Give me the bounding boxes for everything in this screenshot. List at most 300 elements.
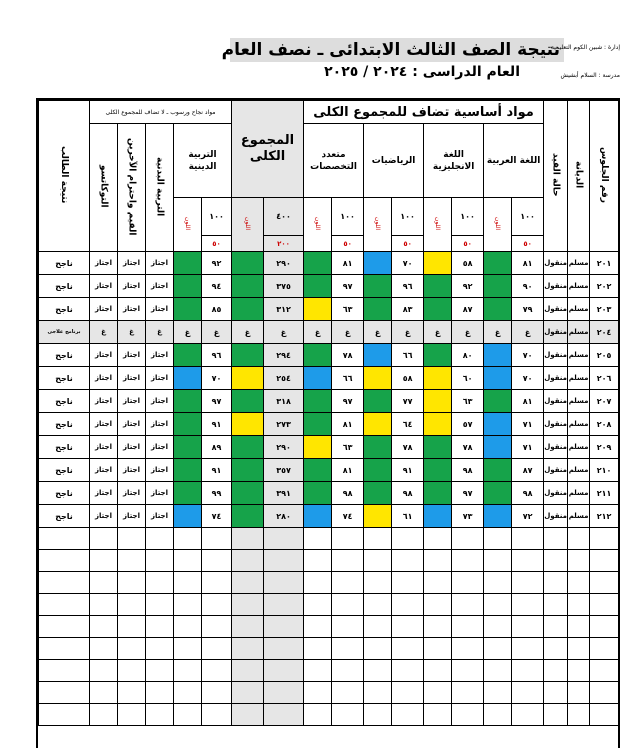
color-arabic: اللون: [484, 198, 512, 252]
result-value: ناجح: [39, 252, 90, 275]
table-row: [39, 390, 619, 413]
religion-value: مسلم: [568, 390, 590, 413]
empty-cell: [264, 528, 304, 550]
score-math: ٦٦: [392, 344, 424, 367]
score-english: ٨٧: [452, 298, 484, 321]
color-multi-cell: [304, 459, 332, 482]
religion-value: مسلم: [568, 459, 590, 482]
pe-status: اجتاز: [146, 413, 174, 436]
color-arabic-cell: [484, 436, 512, 459]
empty-cell: [304, 550, 332, 572]
empty-row: [39, 638, 619, 660]
max-arabic: ١٠٠: [512, 198, 544, 236]
score-math: ٦١: [392, 505, 424, 528]
empty-cell: [392, 616, 424, 638]
color-religion-cell: [174, 459, 202, 482]
empty-cell: [590, 616, 619, 638]
result-value: برنامج علاجى: [39, 321, 90, 344]
empty-cell: [392, 594, 424, 616]
seat-number: ٢٠٧: [590, 390, 619, 413]
empty-cell: [39, 616, 90, 638]
score-total: ٢٥٤: [264, 367, 304, 390]
color-arabic-cell: [484, 390, 512, 413]
religion-value: مسلم: [568, 252, 590, 275]
max-english: ١٠٠: [452, 198, 484, 236]
color-math-cell: [364, 436, 392, 459]
group-core: مواد أساسية تضاف للمجموع الكلى: [304, 101, 544, 124]
score-total: ٣٥٧: [264, 459, 304, 482]
empty-cell: [364, 616, 392, 638]
score-english: ٥٧: [452, 413, 484, 436]
empty-row: [39, 616, 619, 638]
color-english-cell: [424, 367, 452, 390]
header-status: حالة القيد: [544, 101, 568, 252]
empty-cell: [304, 594, 332, 616]
empty-cell: [364, 550, 392, 572]
empty-cell: [590, 682, 619, 704]
color-math-cell: غ: [364, 321, 392, 344]
score-english: ٦٣: [452, 390, 484, 413]
page-title: نتيجة الصف الثالث الابتدائى ـ نصف العام: [230, 38, 564, 62]
empty-cell: [264, 594, 304, 616]
score-arabic: ٨٧: [512, 459, 544, 482]
table-row: [39, 321, 619, 344]
result-value: ناجح: [39, 459, 90, 482]
score-multi: ٦٣: [332, 298, 364, 321]
empty-cell: [39, 528, 90, 550]
color-multi-cell: [304, 275, 332, 298]
score-english: ٧٨: [452, 436, 484, 459]
color-english-cell: [424, 459, 452, 482]
empty-cell: [392, 660, 424, 682]
ict-status: اجتاز: [90, 344, 118, 367]
score-multi: ٨١: [332, 413, 364, 436]
empty-cell: [424, 704, 452, 726]
color-total-cell: [232, 505, 264, 528]
empty-cell: [90, 682, 118, 704]
empty-cell: [174, 638, 202, 660]
empty-cell: [90, 572, 118, 594]
color-religion-cell: [174, 436, 202, 459]
score-multi: ٨١: [332, 252, 364, 275]
seat-number: ٢٠٣: [590, 298, 619, 321]
seat-number: ٢٠٦: [590, 367, 619, 390]
empty-cell: [332, 616, 364, 638]
ict-status: غ: [90, 321, 118, 344]
score-arabic: ٩٨: [512, 482, 544, 505]
pass-religion: ٥٠: [202, 236, 232, 252]
empty-cell: [590, 638, 619, 660]
empty-cell: [90, 660, 118, 682]
color-arabic-cell: [484, 505, 512, 528]
seat-number: ٢٠٢: [590, 275, 619, 298]
empty-cell: [118, 638, 146, 660]
empty-cell: [452, 594, 484, 616]
empty-row: [39, 704, 619, 726]
empty-cell: [544, 704, 568, 726]
score-english: ٧٣: [452, 505, 484, 528]
empty-cell: [174, 550, 202, 572]
score-arabic: ٧١: [512, 436, 544, 459]
color-total-cell: [232, 459, 264, 482]
empty-cell: [304, 682, 332, 704]
table-row: [39, 298, 619, 321]
empty-cell: [590, 528, 619, 550]
empty-cell: [332, 594, 364, 616]
result-value: ناجح: [39, 390, 90, 413]
empty-cell: [118, 616, 146, 638]
empty-cell: [544, 660, 568, 682]
color-religion-cell: [174, 413, 202, 436]
color-arabic-cell: [484, 344, 512, 367]
score-multi: غ: [332, 321, 364, 344]
pe-status: اجتاز: [146, 344, 174, 367]
color-total-cell: [232, 252, 264, 275]
empty-cell: [202, 660, 232, 682]
empty-cell: [568, 528, 590, 550]
empty-cell: [544, 616, 568, 638]
empty-cell: [364, 638, 392, 660]
color-math-cell: [364, 344, 392, 367]
score-multi: ٩٧: [332, 275, 364, 298]
empty-cell: [392, 682, 424, 704]
empty-cell: [424, 638, 452, 660]
empty-cell: [332, 638, 364, 660]
score-math: ٧٨: [392, 436, 424, 459]
empty-cell: [264, 660, 304, 682]
empty-cell: [174, 616, 202, 638]
empty-cell: [304, 572, 332, 594]
empty-cell: [512, 594, 544, 616]
empty-cell: [590, 704, 619, 726]
score-total: ٢٨٠: [264, 505, 304, 528]
color-religion-cell: [174, 367, 202, 390]
empty-cell: [590, 550, 619, 572]
empty-cell: [39, 572, 90, 594]
color-total-cell: [232, 298, 264, 321]
empty-cell: [424, 528, 452, 550]
empty-row: [39, 572, 619, 594]
values-status: اجتاز: [118, 459, 146, 482]
score-total: ٢٩٠: [264, 436, 304, 459]
empty-cell: [174, 682, 202, 704]
empty-cell: [590, 594, 619, 616]
values-status: اجتاز: [118, 482, 146, 505]
empty-cell: [392, 572, 424, 594]
empty-cell: [424, 660, 452, 682]
empty-cell: [174, 660, 202, 682]
table-row: [39, 367, 619, 390]
empty-cell: [424, 594, 452, 616]
seat-number: ٢١١: [590, 482, 619, 505]
pass-math: ٥٠: [392, 236, 424, 252]
color-religion-cell: [174, 252, 202, 275]
color-total-cell: [232, 367, 264, 390]
values-status: غ: [118, 321, 146, 344]
score-english: ٦٠: [452, 367, 484, 390]
empty-cell: [232, 638, 264, 660]
score-multi: ٦٦: [332, 367, 364, 390]
empty-cell: [364, 660, 392, 682]
empty-cell: [304, 660, 332, 682]
score-arabic: ٩٠: [512, 275, 544, 298]
empty-cell: [90, 704, 118, 726]
ict-status: اجتاز: [90, 390, 118, 413]
empty-cell: [202, 550, 232, 572]
ict-status: اجتاز: [90, 275, 118, 298]
empty-cell: [332, 550, 364, 572]
empty-cell: [264, 572, 304, 594]
color-arabic-cell: [484, 459, 512, 482]
empty-cell: [202, 528, 232, 550]
result-value: ناجح: [39, 482, 90, 505]
score-total: ٢٩٠: [264, 252, 304, 275]
score-arabic: غ: [512, 321, 544, 344]
result-value: ناجح: [39, 413, 90, 436]
empty-cell: [364, 682, 392, 704]
empty-cell: [202, 572, 232, 594]
color-total-cell: غ: [232, 321, 264, 344]
score-religion: غ: [202, 321, 232, 344]
score-total: ٢٧٣: [264, 413, 304, 436]
empty-cell: [512, 660, 544, 682]
school-label: مدرسة : السلام أبشيش: [560, 72, 620, 79]
empty-cell: [392, 704, 424, 726]
empty-cell: [364, 572, 392, 594]
subject-values: القيم واحترام الآخرين: [118, 124, 146, 252]
result-value: ناجح: [39, 505, 90, 528]
religion-value: مسلم: [568, 344, 590, 367]
pe-status: اجتاز: [146, 482, 174, 505]
empty-cell: [424, 550, 452, 572]
score-math: غ: [392, 321, 424, 344]
empty-cell: [332, 704, 364, 726]
empty-cell: [424, 616, 452, 638]
table-row: [39, 505, 619, 528]
ict-status: اجتاز: [90, 459, 118, 482]
pe-status: اجتاز: [146, 367, 174, 390]
values-status: اجتاز: [118, 413, 146, 436]
score-total: ٣١٨: [264, 390, 304, 413]
color-english-cell: غ: [424, 321, 452, 344]
score-total: ٢٩٤: [264, 344, 304, 367]
status-value: منقول: [544, 275, 568, 298]
empty-cell: [304, 704, 332, 726]
empty-cell: [90, 594, 118, 616]
color-arabic-cell: غ: [484, 321, 512, 344]
empty-cell: [544, 550, 568, 572]
empty-row: [39, 550, 619, 572]
table-row: [39, 413, 619, 436]
color-multi-cell: [304, 505, 332, 528]
values-status: اجتاز: [118, 298, 146, 321]
score-religion: ٩١: [202, 413, 232, 436]
empty-cell: [118, 594, 146, 616]
color-religion-cell: غ: [174, 321, 202, 344]
empty-cell: [146, 594, 174, 616]
score-arabic: ٧٠: [512, 367, 544, 390]
empty-cell: [392, 550, 424, 572]
empty-cell: [90, 638, 118, 660]
empty-cell: [590, 572, 619, 594]
empty-cell: [264, 682, 304, 704]
empty-cell: [232, 572, 264, 594]
score-religion: ٧٠: [202, 367, 232, 390]
empty-cell: [264, 704, 304, 726]
color-english-cell: [424, 482, 452, 505]
empty-cell: [512, 638, 544, 660]
empty-cell: [512, 572, 544, 594]
color-multi-cell: [304, 252, 332, 275]
score-english: ٩٧: [452, 482, 484, 505]
color-arabic-cell: [484, 367, 512, 390]
empty-cell: [484, 550, 512, 572]
empty-cell: [118, 660, 146, 682]
empty-cell: [568, 550, 590, 572]
values-status: اجتاز: [118, 344, 146, 367]
empty-cell: [544, 682, 568, 704]
empty-cell: [484, 616, 512, 638]
color-math-cell: [364, 482, 392, 505]
max-religion: ١٠٠: [202, 198, 232, 236]
header-seat: رقم الجلوس: [590, 101, 619, 252]
ict-status: اجتاز: [90, 413, 118, 436]
score-english: ٨٠: [452, 344, 484, 367]
table-row: [39, 482, 619, 505]
empty-cell: [174, 528, 202, 550]
color-multi-cell: [304, 413, 332, 436]
score-arabic: ٧١: [512, 413, 544, 436]
ict-status: اجتاز: [90, 367, 118, 390]
table-row: [39, 344, 619, 367]
empty-cell: [118, 572, 146, 594]
color-multi-cell: [304, 344, 332, 367]
result-value: ناجح: [39, 436, 90, 459]
empty-cell: [146, 704, 174, 726]
empty-cell: [332, 528, 364, 550]
empty-cell: [304, 638, 332, 660]
status-value: منقول: [544, 413, 568, 436]
empty-cell: [146, 660, 174, 682]
religion-value: مسلم: [568, 436, 590, 459]
score-religion: ٩٧: [202, 390, 232, 413]
status-value: منقول: [544, 321, 568, 344]
color-religion-cell: [174, 344, 202, 367]
pass-total: ٢٠٠: [264, 236, 304, 252]
color-religion-cell: [174, 482, 202, 505]
score-religion: ٩٢: [202, 252, 232, 275]
color-arabic-cell: [484, 275, 512, 298]
color-english: اللون: [424, 198, 452, 252]
empty-cell: [174, 572, 202, 594]
pass-english: ٥٠: [452, 236, 484, 252]
score-multi: ٩٧: [332, 390, 364, 413]
empty-cell: [568, 572, 590, 594]
empty-cell: [146, 682, 174, 704]
color-english-cell: [424, 436, 452, 459]
ict-status: اجتاز: [90, 436, 118, 459]
empty-cell: [304, 616, 332, 638]
color-multi-cell: [304, 482, 332, 505]
empty-cell: [484, 660, 512, 682]
empty-cell: [544, 572, 568, 594]
seat-number: ٢٠٨: [590, 413, 619, 436]
color-multi: اللون: [304, 198, 332, 252]
score-religion: ٩٤: [202, 275, 232, 298]
score-english: ٩٨: [452, 459, 484, 482]
status-value: منقول: [544, 459, 568, 482]
score-math: ٦٤: [392, 413, 424, 436]
empty-cell: [452, 660, 484, 682]
subject-ict: التوكاتسو: [90, 124, 118, 252]
empty-row: [39, 594, 619, 616]
header-result: نتيجة الطالب: [39, 101, 90, 252]
score-religion: ٩٦: [202, 344, 232, 367]
color-religion-cell: [174, 505, 202, 528]
empty-cell: [452, 550, 484, 572]
empty-cell: [512, 704, 544, 726]
empty-cell: [202, 638, 232, 660]
empty-cell: [232, 528, 264, 550]
color-english-cell: [424, 413, 452, 436]
status-value: منقول: [544, 252, 568, 275]
result-value: ناجح: [39, 344, 90, 367]
color-arabic-cell: [484, 413, 512, 436]
score-multi: ٨١: [332, 459, 364, 482]
empty-cell: [232, 594, 264, 616]
empty-cell: [484, 638, 512, 660]
empty-cell: [544, 594, 568, 616]
empty-cell: [484, 594, 512, 616]
color-math-cell: [364, 275, 392, 298]
table-row: [39, 275, 619, 298]
empty-cell: [484, 682, 512, 704]
score-religion: ٩٩: [202, 482, 232, 505]
empty-cell: [512, 528, 544, 550]
score-multi: ٦٣: [332, 436, 364, 459]
empty-cell: [90, 616, 118, 638]
empty-cell: [332, 572, 364, 594]
empty-cell: [568, 638, 590, 660]
ict-status: اجتاز: [90, 252, 118, 275]
empty-cell: [118, 528, 146, 550]
ict-status: اجتاز: [90, 482, 118, 505]
empty-cell: [452, 704, 484, 726]
empty-cell: [512, 550, 544, 572]
empty-cell: [452, 572, 484, 594]
pe-status: اجتاز: [146, 505, 174, 528]
empty-cell: [39, 638, 90, 660]
header-religion: الديانة: [568, 101, 590, 252]
values-status: اجتاز: [118, 436, 146, 459]
empty-cell: [512, 682, 544, 704]
pe-status: اجتاز: [146, 459, 174, 482]
empty-row: [39, 528, 619, 550]
table-row: [39, 459, 619, 482]
religion-value: مسلم: [568, 482, 590, 505]
empty-cell: [484, 528, 512, 550]
color-arabic-cell: [484, 298, 512, 321]
ict-status: اجتاز: [90, 505, 118, 528]
empty-cell: [232, 660, 264, 682]
color-religion-cell: [174, 275, 202, 298]
result-value: ناجح: [39, 275, 90, 298]
empty-cell: [364, 594, 392, 616]
empty-cell: [568, 682, 590, 704]
score-math: ٨٣: [392, 298, 424, 321]
empty-cell: [364, 528, 392, 550]
empty-cell: [264, 616, 304, 638]
